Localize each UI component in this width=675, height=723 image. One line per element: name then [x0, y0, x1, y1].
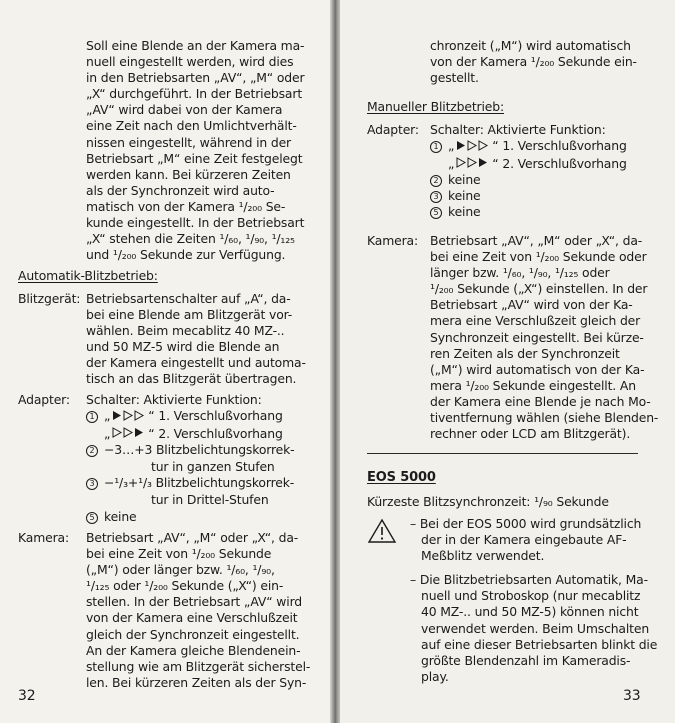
quote-mark: „: [104, 425, 111, 441]
switch-number: 5: [86, 512, 98, 524]
paragraph-line: ren Zeiten als der Synchronzeit: [430, 345, 620, 361]
paragraph-line: in den Betriebsarten „AV“, „M“ oder: [86, 70, 305, 86]
paragraph-line: kunde eingestellt. In der Betriebsart: [86, 215, 305, 231]
notes-list: [410, 516, 658, 693]
paragraph-line: gestellt.: [430, 70, 479, 86]
first-curtain-icon: [454, 139, 492, 155]
paragraph-line: („M“) oder länger bzw. ¹/₆₀, ¹/₉₀,: [86, 562, 275, 578]
note-line: nuell und Stroboskop (nur mecablitz: [421, 588, 641, 604]
switch-number: 1: [430, 141, 442, 153]
adapter-row: [86, 425, 293, 443]
paragraph-line: Soll eine Blende an der Kamera ma-: [86, 38, 305, 53]
paragraph-line: eine Zeit nach den Umlichtverhält-: [86, 118, 297, 134]
paragraph-line: Betriebsartenschalter auf „A“, da-: [86, 291, 291, 306]
quote-mark: „: [448, 155, 455, 171]
intro-paragraph: [86, 38, 305, 263]
paragraph-line: Betriebsart „AV“, „M“ oder „X“, da-: [86, 530, 299, 545]
flash-unit-label: Blitzgerät:: [18, 291, 81, 306]
note-item: [410, 516, 642, 564]
paragraph-line: von der Kamera eine Verschlußzeit: [86, 610, 298, 626]
switch-number: 5: [430, 207, 442, 219]
paragraph-line: nuell eingestellt werden, wird dies: [86, 54, 294, 70]
adapter-row: [86, 442, 293, 458]
paragraph-line: rechner oder LCD am Blitzgerät).: [430, 426, 631, 442]
switch-number: 1: [86, 411, 98, 423]
note-line: der in der Kamera eingebaute AF-: [421, 532, 627, 548]
switch-number: 2: [86, 445, 98, 457]
paragraph-line: bei eine Zeit von ¹/₂₀₀ Sekunde oder: [430, 249, 647, 265]
adapter-row: [86, 458, 293, 475]
adapter-function: “ 1. Verschlußvorhang: [148, 408, 283, 424]
adapter-function: −3…+3 Blitzbelichtungskorrek-: [104, 442, 295, 458]
note-line: größte Blendenzahl im Kameradis-: [421, 652, 631, 668]
adapter-function: keine: [448, 188, 481, 204]
quote-mark: „: [104, 408, 111, 424]
note-line: verwendet werden. Beim Umschalten: [421, 620, 650, 636]
paragraph-line: „X“ stehen die Zeiten ¹/₆₀, ¹/₉₀, ¹/₁₂₅: [86, 231, 295, 247]
paragraph-line: werden kann. Bei kürzeren Zeiten: [86, 166, 291, 182]
note-item: [410, 572, 658, 685]
adapter-function: “ 2. Verschlußvorhang: [148, 425, 283, 441]
paragraph-line: len. Bei kürzeren Zeiten als der Syn-: [86, 674, 307, 690]
paragraph-line: Betriebsart „M“ eine Zeit festgelegt: [86, 150, 303, 166]
note-line: 40 MZ-.. und 50 MZ-5) können nicht: [421, 604, 639, 620]
warning-icon: [367, 518, 397, 548]
page-number: 33: [623, 688, 641, 704]
adapter-function: −¹/₃+¹/₃ Blitzbelichtungskorrek-: [104, 475, 295, 491]
adapter-row: [86, 475, 293, 491]
paragraph-line: matisch von der Kamera ¹/₂₀₀ Se-: [86, 198, 286, 214]
adapter-row: [430, 188, 638, 204]
first-curtain-icon: [110, 409, 148, 425]
paragraph-line: von der Kamera ¹/₂₀₀ Sekunde ein-: [430, 54, 637, 70]
adapter-function: tur in Drittel-Stufen: [151, 492, 269, 508]
paragraph-line: als der Synchronzeit wird auto-: [86, 182, 275, 198]
paragraph-line: An der Kamera gleiche Blendenein-: [86, 642, 301, 658]
adapter-function: tur in ganzen Stufen: [151, 459, 275, 475]
adapter-table: [86, 392, 293, 525]
paragraph-line: und ¹/₂₀₀ Sekunde zur Verfügung.: [86, 247, 286, 263]
note-line: Meßblitz verwendet.: [421, 548, 545, 564]
paragraph-line: mera eine Verschlußzeit gleich der: [430, 313, 641, 329]
section-title: EOS 5000: [367, 470, 436, 485]
adapter-row: [430, 138, 638, 155]
adapter-function: “ 1. Verschlußvorhang: [492, 138, 627, 154]
adapter-function: keine: [448, 172, 481, 188]
paragraph-line: stellen. In der Betriebsart „AV“ wird: [86, 594, 303, 610]
paragraph-line: „X“ durchgeführt. In der Betriebsart: [86, 86, 303, 102]
paragraph-line: nissen eingestellt, während in der: [86, 134, 291, 150]
camera-label: Kamera:: [367, 233, 419, 248]
automatic-flash-heading: Automatik-Blitzbetrieb:: [18, 268, 158, 283]
adapter-row: [430, 204, 638, 220]
camera-paragraph: [430, 233, 659, 442]
quote-mark: „: [448, 138, 455, 154]
switch-number: 3: [430, 191, 442, 203]
adapter-table-header: Schalter: Aktivierte Funktion:: [86, 392, 262, 407]
page-number: 32: [18, 688, 36, 704]
paragraph-line: bei eine Zeit von ¹/₂₀₀ Sekunde: [86, 546, 272, 562]
paragraph-line: chronzeit („M“) wird automatisch: [430, 38, 631, 53]
right-page: [340, 0, 675, 723]
adapter-table-header: Schalter: Aktivierte Funktion:: [430, 122, 606, 137]
switch-number: 2: [430, 175, 442, 187]
adapter-label: Adapter:: [18, 392, 70, 407]
adapter-function: “ 2. Verschlußvorhang: [492, 155, 627, 171]
sync-speed-text: Kürzeste Blitzsynchronzeit: ¹/₉₀ Sekunde: [367, 494, 609, 509]
paragraph-line: der Kamera eingestellt und automa-: [86, 355, 306, 371]
paragraph-line: mera ¹/₂₀₀ Sekunde eingestellt. An: [430, 377, 636, 393]
paragraph-line: und 50 MZ-5 wird die Blende an: [86, 339, 280, 355]
paragraph-line: („M“) wird automatisch von der Ka-: [430, 361, 645, 377]
paragraph-line: Betriebsart „AV“ wird von der Ka-: [430, 297, 633, 313]
note-line: play.: [421, 668, 449, 684]
paragraph-line: tiventfernung wählen (siehe Blenden-: [430, 410, 659, 426]
paragraph-line: der Kamera eine Blende je nach Mo-: [430, 393, 651, 409]
section-divider: [367, 453, 638, 454]
adapter-row: [430, 155, 638, 173]
camera-paragraph: [86, 530, 311, 691]
paragraph-line: stellung wie am Blitzgerät sicherstel-: [86, 658, 311, 674]
paragraph-line: wählen. Beim mecablitz 40 MZ-..: [86, 323, 285, 339]
adapter-table: [430, 122, 638, 220]
note-line: auf eine dieser Betriebsarten blinkt die: [421, 636, 658, 652]
flash-unit-paragraph: [86, 291, 306, 388]
paragraph-line: Synchronzeit eingestellt. Bei kürze-: [430, 329, 644, 345]
note-line: – Die Blitzbetriebsarten Automatik, Ma-: [410, 572, 648, 588]
paragraph-line: gleich der Synchronzeit eingestellt.: [86, 626, 300, 642]
paragraph-line: ¹/₂₀₀ Sekunde („X“) einstellen. In der: [430, 281, 648, 297]
left-page: [0, 0, 332, 723]
adapter-label: Adapter:: [367, 122, 419, 137]
second-curtain-icon: [110, 426, 148, 442]
paragraph-line: länger bzw. ¹/₆₀, ¹/₉₀, ¹/₁₂₅ oder: [430, 265, 610, 281]
paragraph-line: „AV“ wird dabei von der Kamera: [86, 102, 283, 118]
second-curtain-icon: [454, 156, 492, 172]
paragraph-line: tisch an das Blitzgerät übertragen.: [86, 371, 297, 387]
switch-number: 3: [86, 478, 98, 490]
adapter-function: keine: [448, 204, 481, 220]
camera-label: Kamera:: [18, 530, 70, 545]
paragraph-line: bei eine Blende am Blitzgerät vor-: [86, 307, 293, 323]
manual-flash-heading: Manueller Blitzbetrieb:: [367, 99, 504, 114]
adapter-row: [86, 408, 293, 425]
adapter-row: [86, 509, 293, 525]
paragraph-line: ¹/₁₂₅ oder ¹/₂₀₀ Sekunde („X“) ein-: [86, 578, 284, 594]
paragraph-line: Betriebsart „AV“, „M“ oder „X“, da-: [430, 233, 643, 248]
adapter-row: [86, 491, 293, 508]
continued-paragraph: [430, 38, 638, 86]
adapter-row: [430, 172, 638, 188]
note-line: – Bei der EOS 5000 wird grundsätzlich: [410, 516, 642, 531]
adapter-function: keine: [104, 508, 137, 524]
